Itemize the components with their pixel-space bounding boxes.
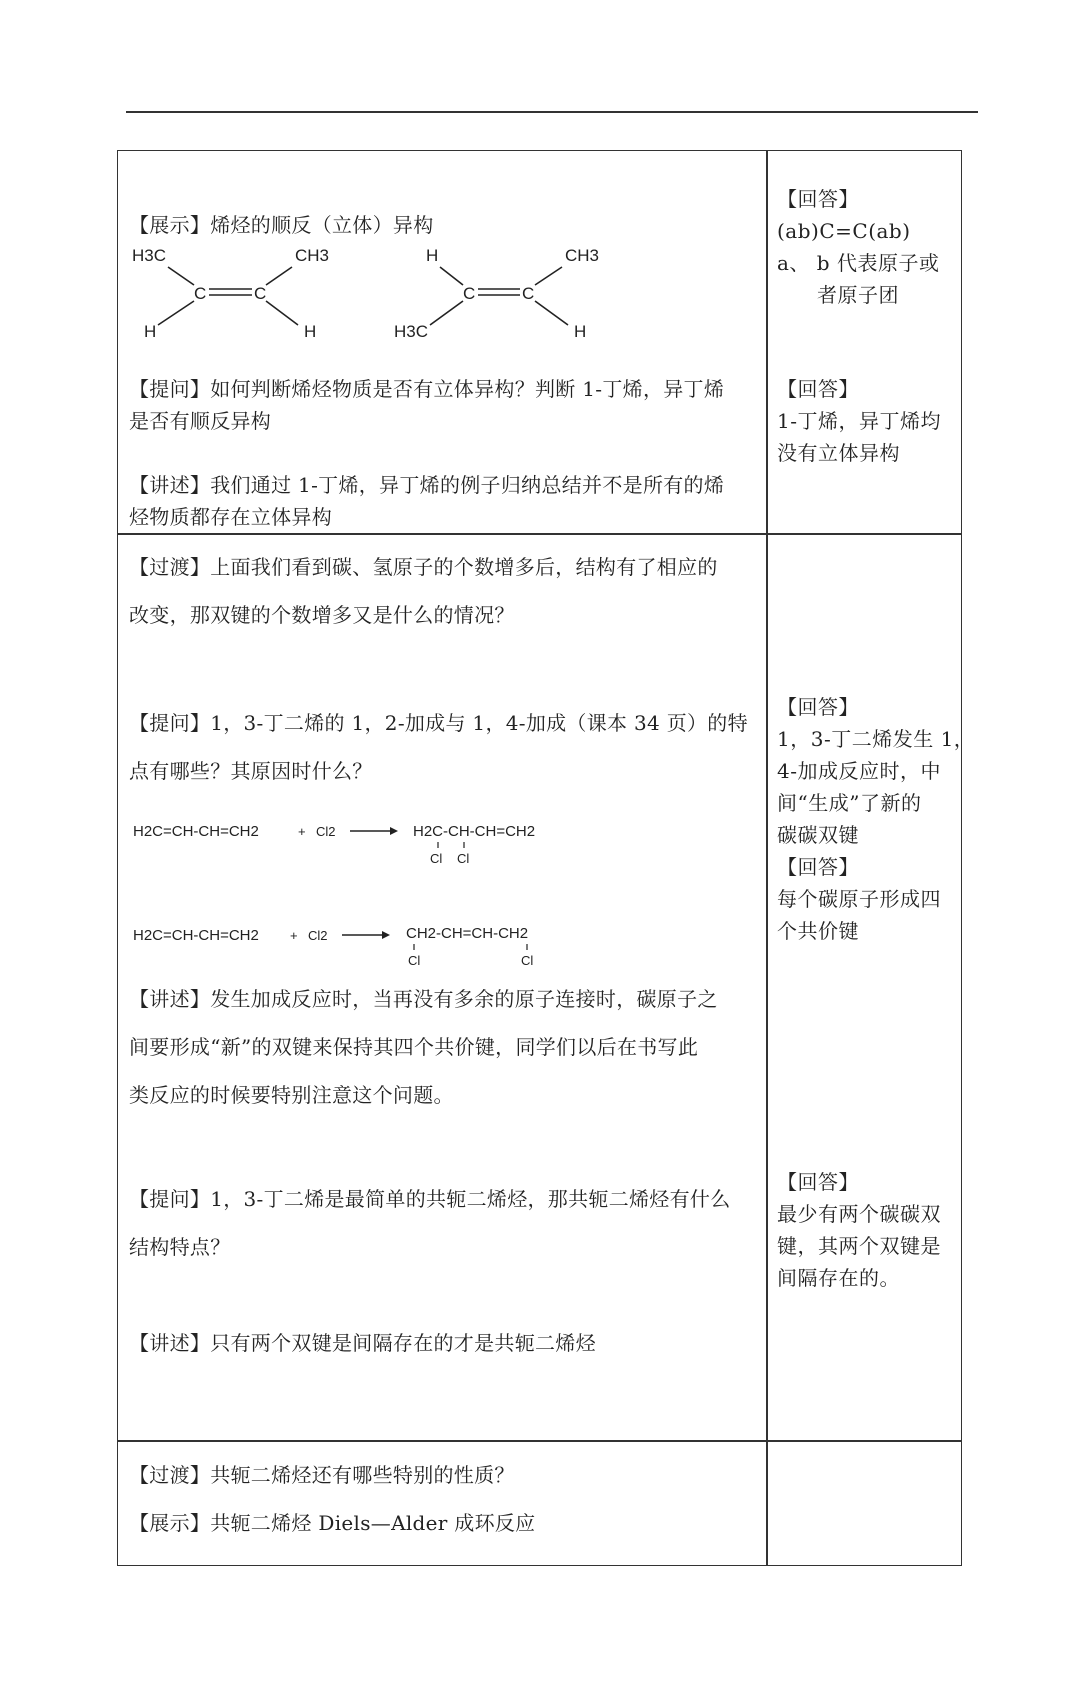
answer-5-line2: 键，其两个双键是 [777,1234,941,1258]
chem-label-ch3-cis: CH3 [295,246,330,265]
answer-5-line3: 间隔存在的。 [777,1266,900,1290]
transition-line2: 改变，那双键的个数增多又是什么的情况？ [129,603,515,627]
answer-label-3: 【回答】 [777,695,859,719]
question-isomer-line2: 是否有顺反异构 [129,409,272,433]
transition-properties: 【过渡】共轭二烯烃还有哪些特别的性质？ [129,1463,515,1487]
chem-label-h3c-trans: H3C [394,322,429,341]
chem-label-h1-cis: H [144,322,157,341]
narration-addition-line1: 【讲述】发生加成反应时，当再没有多余的原子连接时，碳原子之 [129,987,718,1011]
arrowhead-1 [390,827,398,835]
product-1-2-addition: H2C-CH-CH=CH2 [413,823,536,840]
bond-trans-1 [440,267,463,285]
bond-trans-2 [535,267,562,285]
cl-label-4: Cl [521,953,534,968]
cis-trans-structures [118,239,763,349]
question-isomer-line1: 【提问】如何判断烯烃物质是否有立体异构？判断 1-丁烯，异丁烯 [129,377,725,401]
answer-2-line2: 没有立体异构 [777,441,900,465]
answer-label-4: 【回答】 [777,855,859,879]
product-1-4-addition: CH2-CH=CH-CH2 [406,925,529,942]
reactant-butadiene-2: H2C=CH-CH=CH2 [133,927,259,944]
bond-cis-1 [168,267,194,285]
answer-1-line3: 者原子团 [817,283,899,307]
display-isomer-line: 【展示】烯烃的顺反（立体）异构 [129,213,434,237]
chem-label-c2-trans: C [522,284,535,303]
bond-trans-4 [535,301,568,325]
bond-cis-3 [158,301,194,325]
chem-label-h1-trans: H [426,246,439,265]
addition-reactions [118,793,763,973]
answer-3-line4: 碳碳双键 [777,823,859,847]
narration-isomer-line1: 【讲述】我们通过 1-丁烯，异丁烯的例子归纳总结并不是所有的烯 [129,473,725,497]
question-addition-line2: 点有哪些？其原因时什么？ [129,759,373,783]
plus-sign-1: + [298,824,306,839]
cl-label-2: Cl [457,851,470,866]
plus-sign-2: + [290,928,298,943]
chem-label-h3c-cis: H3C [132,246,167,265]
column-divider [766,151,768,1565]
chlorine-reagent-1: Cl2 [316,824,336,839]
chem-label-ch3-trans: CH3 [565,246,600,265]
answer-3-line1: 1，3-丁二烯发生 1， [777,727,975,751]
answer-1-line1: (ab)C=C(ab) [777,219,911,243]
transition-line1: 【过渡】上面我们看到碳、氢原子的个数增多后，结构有了相应的 [129,555,718,579]
answer-label-5: 【回答】 [777,1170,859,1194]
chem-label-h2-trans: H [574,322,587,341]
answer-3-line3: 间“生成”了新的 [777,791,922,815]
arrowhead-2 [382,931,390,939]
question-addition-line1: 【提问】1，3-丁二烯的 1，2-加成与 1，4-加成（课本 34 页）的特 [129,711,748,735]
chem-label-c1-cis: C [194,284,207,303]
chem-label-h2-cis: H [304,322,317,341]
bond-cis-4 [266,301,298,325]
answer-4-line1: 每个碳原子形成四 [777,887,941,911]
narration-addition-line2: 间要形成“新”的双键来保持其四个共价键，同学们以后在书写此 [129,1035,699,1059]
answer-2-line1: 1-丁烯，异丁烯均 [777,409,941,433]
chem-label-c1-trans: C [463,284,476,303]
answer-label-2: 【回答】 [777,377,859,401]
narration-conjugated: 【讲述】只有两个双键是间隔存在的才是共轭二烯烃 [129,1331,596,1355]
chlorine-reagent-2: Cl2 [308,928,328,943]
question-conjugated-line2: 结构特点？ [129,1235,231,1259]
narration-isomer-line2: 烃物质都存在立体异构 [129,505,332,529]
bond-trans-3 [430,301,463,325]
reactant-butadiene-1: H2C=CH-CH=CH2 [133,823,259,840]
bond-cis-2 [266,267,292,285]
header-rule [126,111,978,113]
answer-4-line2: 个共价键 [777,919,859,943]
display-diels-alder: 【展示】共轭二烯烃 Diels—Alder 成环反应 [129,1511,536,1535]
answer-3-line2: 4-加成反应时，中 [777,759,941,783]
cl-label-3: Cl [408,953,421,968]
question-conjugated-line1: 【提问】1，3-丁二烯是最简单的共轭二烯烃，那共轭二烯烃有什么 [129,1187,731,1211]
answer-1-line2: a、 b 代表原子或 [777,251,940,275]
narration-addition-line3: 类反应的时候要特别注意这个问题。 [129,1083,454,1107]
answer-label-1: 【回答】 [777,187,859,211]
answer-5-line1: 最少有两个碳碳双 [777,1202,941,1226]
lesson-table [117,150,975,1566]
chem-label-c2-cis: C [254,284,267,303]
cl-label-1: Cl [430,851,443,866]
row-divider-2 [118,1440,961,1442]
row-divider-1 [118,533,961,535]
